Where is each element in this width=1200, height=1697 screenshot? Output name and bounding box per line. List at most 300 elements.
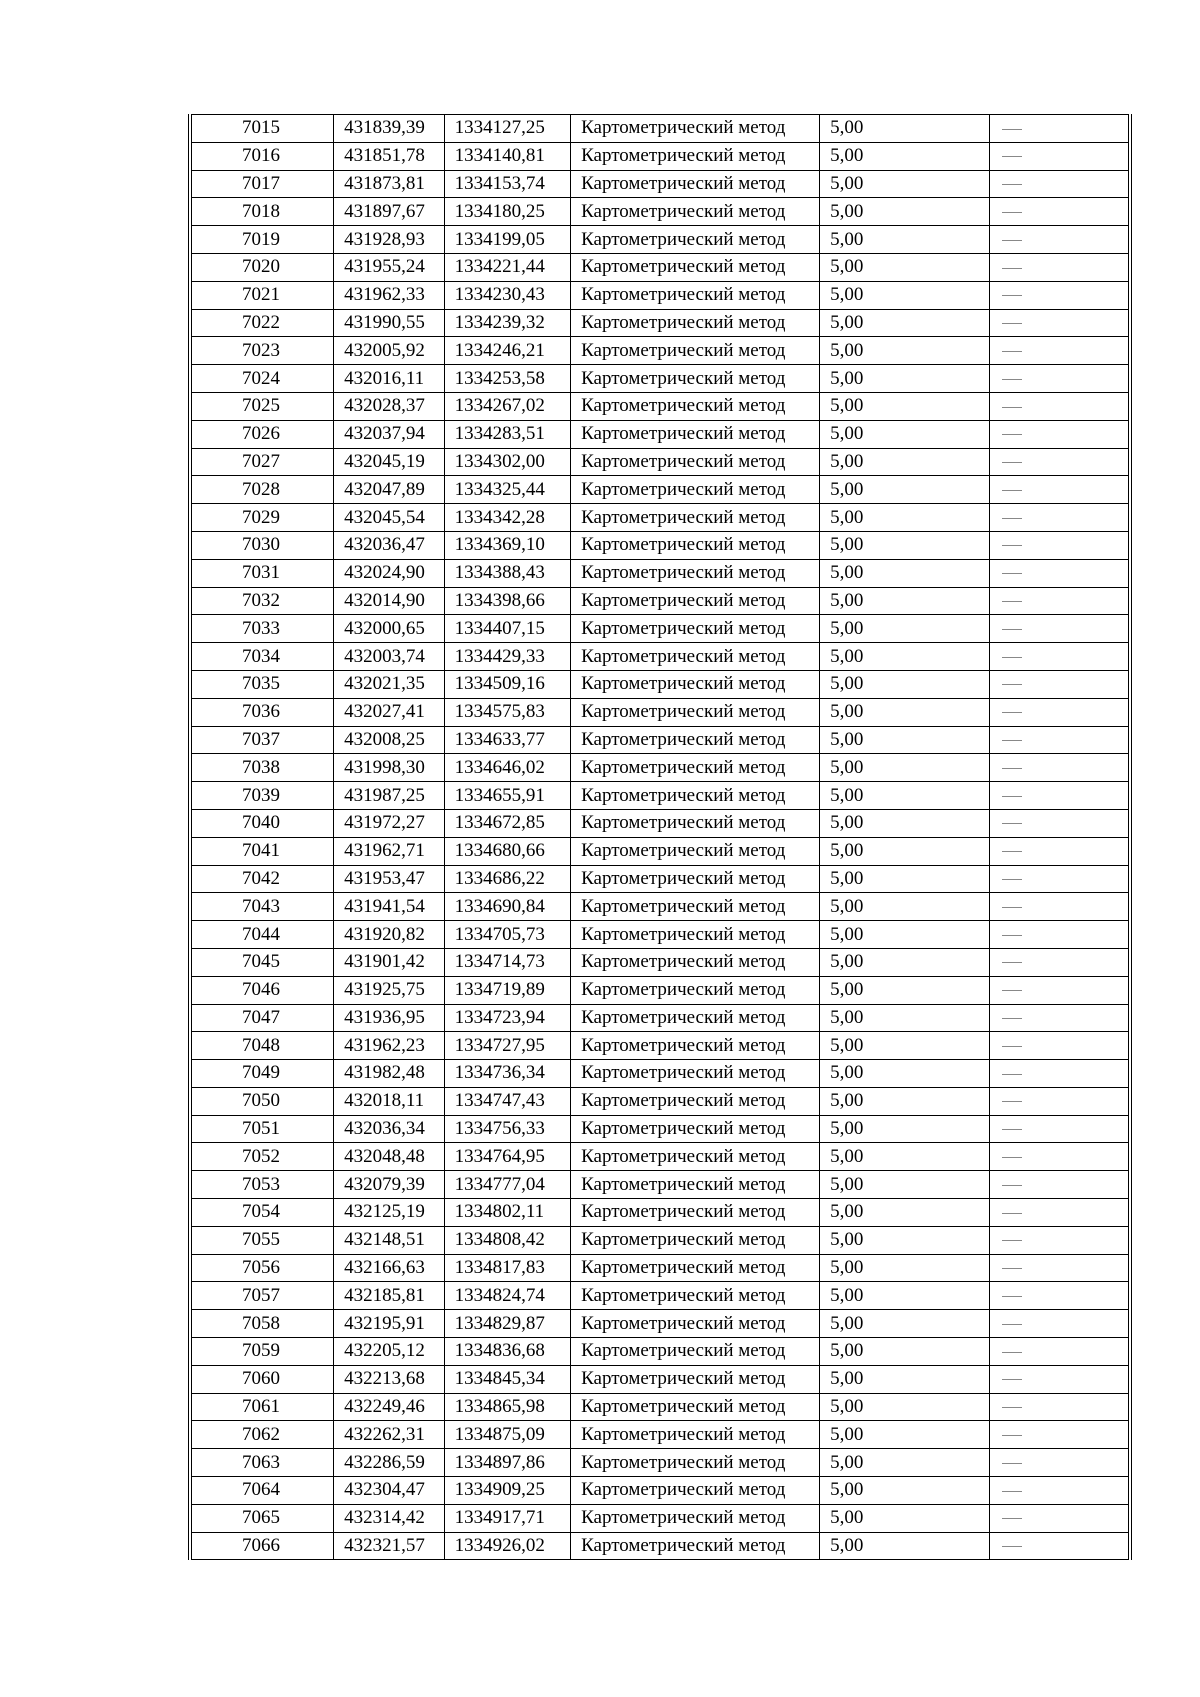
description-cell [989, 921, 1130, 949]
table-row [190, 670, 1130, 698]
table-row [190, 1171, 1130, 1199]
method-cell: Картометрический метод [571, 670, 820, 698]
description-cell [989, 893, 1130, 921]
dash-mark [1002, 1185, 1022, 1186]
table-row [190, 643, 1130, 671]
dash-mark [1002, 601, 1022, 602]
table-row [190, 531, 1130, 559]
point-number-cell: 7028 [190, 476, 334, 504]
method-cell: Картометрический метод [571, 281, 820, 309]
x-coordinate-cell: 432014,90 [334, 587, 444, 615]
y-coordinate-cell: 1334764,95 [444, 1143, 571, 1171]
description-cell [989, 1171, 1130, 1199]
y-coordinate-cell: 1334865,98 [444, 1393, 571, 1421]
y-coordinate-cell: 1334736,34 [444, 1060, 571, 1088]
accuracy-cell: 5,00 [820, 309, 990, 337]
dash-mark [1002, 796, 1022, 797]
point-number-cell: 7065 [190, 1504, 334, 1532]
dash-mark [1002, 1213, 1022, 1214]
method-cell: Картометрический метод [571, 420, 820, 448]
point-number-cell: 7030 [190, 531, 334, 559]
table-row [190, 1060, 1130, 1088]
point-number-cell: 7021 [190, 281, 334, 309]
method-cell: Картометрический метод [571, 392, 820, 420]
dash-mark [1002, 573, 1022, 574]
description-cell [989, 142, 1130, 170]
dash-mark [1002, 212, 1022, 213]
accuracy-cell: 5,00 [820, 1171, 990, 1199]
y-coordinate-cell: 1334845,34 [444, 1365, 571, 1393]
method-cell: Картометрический метод [571, 893, 820, 921]
method-cell: Картометрический метод [571, 1310, 820, 1338]
method-cell: Картометрический метод [571, 782, 820, 810]
method-cell: Картометрический метод [571, 1115, 820, 1143]
table-row [190, 1338, 1130, 1366]
description-cell [989, 726, 1130, 754]
method-cell: Картометрический метод [571, 1421, 820, 1449]
point-number-cell: 7029 [190, 504, 334, 532]
accuracy-cell: 5,00 [820, 420, 990, 448]
x-coordinate-cell: 431920,82 [334, 921, 444, 949]
description-cell [989, 837, 1130, 865]
method-cell: Картометрический метод [571, 1060, 820, 1088]
method-cell: Картометрический метод [571, 476, 820, 504]
method-cell: Картометрический метод [571, 226, 820, 254]
description-cell [989, 1199, 1130, 1227]
dash-mark [1002, 1046, 1022, 1047]
dash-mark [1002, 184, 1022, 185]
accuracy-cell: 5,00 [820, 1282, 990, 1310]
table-row [190, 337, 1130, 365]
y-coordinate-cell: 1334829,87 [444, 1310, 571, 1338]
description-cell [989, 198, 1130, 226]
point-number-cell: 7050 [190, 1087, 334, 1115]
accuracy-cell: 5,00 [820, 615, 990, 643]
table-row [190, 559, 1130, 587]
x-coordinate-cell: 432003,74 [334, 643, 444, 671]
accuracy-cell: 5,00 [820, 587, 990, 615]
dash-mark [1002, 879, 1022, 880]
point-number-cell: 7051 [190, 1115, 334, 1143]
accuracy-cell: 5,00 [820, 865, 990, 893]
accuracy-cell: 5,00 [820, 1143, 990, 1171]
method-cell: Картометрический метод [571, 1393, 820, 1421]
description-cell [989, 337, 1130, 365]
table-row [190, 782, 1130, 810]
x-coordinate-cell: 431873,81 [334, 170, 444, 198]
dash-mark [1002, 379, 1022, 380]
point-number-cell: 7015 [190, 115, 334, 143]
accuracy-cell: 5,00 [820, 1254, 990, 1282]
accuracy-cell: 5,00 [820, 142, 990, 170]
x-coordinate-cell: 432045,19 [334, 448, 444, 476]
description-cell [989, 1365, 1130, 1393]
point-number-cell: 7049 [190, 1060, 334, 1088]
method-cell: Картометрический метод [571, 754, 820, 782]
table-row [190, 809, 1130, 837]
method-cell: Картометрический метод [571, 865, 820, 893]
y-coordinate-cell: 1334680,66 [444, 837, 571, 865]
point-number-cell: 7063 [190, 1449, 334, 1477]
y-coordinate-cell: 1334199,05 [444, 226, 571, 254]
method-cell: Картометрический метод [571, 1282, 820, 1310]
x-coordinate-cell: 431936,95 [334, 1004, 444, 1032]
y-coordinate-cell: 1334283,51 [444, 420, 571, 448]
description-cell [989, 504, 1130, 532]
dash-mark [1002, 407, 1022, 408]
point-number-cell: 7017 [190, 170, 334, 198]
dash-mark [1002, 990, 1022, 991]
accuracy-cell: 5,00 [820, 198, 990, 226]
point-number-cell: 7046 [190, 976, 334, 1004]
x-coordinate-cell: 432213,68 [334, 1365, 444, 1393]
point-number-cell: 7027 [190, 448, 334, 476]
accuracy-cell: 5,00 [820, 1532, 990, 1560]
method-cell: Картометрический метод [571, 1087, 820, 1115]
table-row [190, 837, 1130, 865]
method-cell: Картометрический метод [571, 142, 820, 170]
method-cell: Картометрический метод [571, 253, 820, 281]
x-coordinate-cell: 432321,57 [334, 1532, 444, 1560]
dash-mark [1002, 545, 1022, 546]
description-cell [989, 448, 1130, 476]
dash-mark [1002, 962, 1022, 963]
dash-mark [1002, 1491, 1022, 1492]
dash-mark [1002, 1518, 1022, 1519]
table-row [190, 1226, 1130, 1254]
method-cell: Картометрический метод [571, 198, 820, 226]
point-number-cell: 7034 [190, 643, 334, 671]
description-cell [989, 1393, 1130, 1421]
table-row [190, 1477, 1130, 1505]
description-cell [989, 1477, 1130, 1505]
y-coordinate-cell: 1334302,00 [444, 448, 571, 476]
description-cell [989, 1310, 1130, 1338]
table-row [190, 1504, 1130, 1532]
y-coordinate-cell: 1334714,73 [444, 948, 571, 976]
x-coordinate-cell: 431987,25 [334, 782, 444, 810]
x-coordinate-cell: 432018,11 [334, 1087, 444, 1115]
dash-mark [1002, 935, 1022, 936]
y-coordinate-cell: 1334672,85 [444, 809, 571, 837]
table-row [190, 420, 1130, 448]
y-coordinate-cell: 1334926,02 [444, 1532, 571, 1560]
description-cell [989, 1338, 1130, 1366]
table-row [190, 309, 1130, 337]
x-coordinate-cell: 432024,90 [334, 559, 444, 587]
table-row [190, 921, 1130, 949]
accuracy-cell: 5,00 [820, 948, 990, 976]
accuracy-cell: 5,00 [820, 115, 990, 143]
description-cell [989, 420, 1130, 448]
point-number-cell: 7038 [190, 754, 334, 782]
point-number-cell: 7056 [190, 1254, 334, 1282]
point-number-cell: 7023 [190, 337, 334, 365]
table-row [190, 170, 1130, 198]
method-cell: Картометрический метод [571, 976, 820, 1004]
point-number-cell: 7060 [190, 1365, 334, 1393]
table-row [190, 504, 1130, 532]
point-number-cell: 7054 [190, 1199, 334, 1227]
table-row [190, 726, 1130, 754]
method-cell: Картометрический метод [571, 1365, 820, 1393]
point-number-cell: 7018 [190, 198, 334, 226]
description-cell [989, 1449, 1130, 1477]
point-number-cell: 7031 [190, 559, 334, 587]
accuracy-cell: 5,00 [820, 893, 990, 921]
y-coordinate-cell: 1334686,22 [444, 865, 571, 893]
method-cell: Картометрический метод [571, 809, 820, 837]
description-cell [989, 476, 1130, 504]
accuracy-cell: 5,00 [820, 559, 990, 587]
method-cell: Картометрический метод [571, 1032, 820, 1060]
method-cell: Картометрический метод [571, 531, 820, 559]
x-coordinate-cell: 432008,25 [334, 726, 444, 754]
point-number-cell: 7052 [190, 1143, 334, 1171]
point-number-cell: 7041 [190, 837, 334, 865]
dash-mark [1002, 1435, 1022, 1436]
point-number-cell: 7055 [190, 1226, 334, 1254]
description-cell [989, 1004, 1130, 1032]
dash-mark [1002, 156, 1022, 157]
x-coordinate-cell: 432166,63 [334, 1254, 444, 1282]
method-cell: Картометрический метод [571, 1226, 820, 1254]
point-number-cell: 7066 [190, 1532, 334, 1560]
point-number-cell: 7039 [190, 782, 334, 810]
table-row [190, 281, 1130, 309]
x-coordinate-cell: 432045,54 [334, 504, 444, 532]
accuracy-cell: 5,00 [820, 1421, 990, 1449]
x-coordinate-cell: 432195,91 [334, 1310, 444, 1338]
x-coordinate-cell: 431897,67 [334, 198, 444, 226]
method-cell: Картометрический метод [571, 948, 820, 976]
method-cell: Картометрический метод [571, 1338, 820, 1366]
description-cell [989, 1115, 1130, 1143]
table-row [190, 1310, 1130, 1338]
accuracy-cell: 5,00 [820, 1199, 990, 1227]
dash-mark [1002, 268, 1022, 269]
description-cell [989, 615, 1130, 643]
y-coordinate-cell: 1334817,83 [444, 1254, 571, 1282]
y-coordinate-cell: 1334690,84 [444, 893, 571, 921]
dash-mark [1002, 490, 1022, 491]
dash-mark [1002, 684, 1022, 685]
y-coordinate-cell: 1334909,25 [444, 1477, 571, 1505]
description-cell [989, 1282, 1130, 1310]
description-cell [989, 115, 1130, 143]
dash-mark [1002, 768, 1022, 769]
point-number-cell: 7044 [190, 921, 334, 949]
y-coordinate-cell: 1334253,58 [444, 365, 571, 393]
method-cell: Картометрический метод [571, 1143, 820, 1171]
point-number-cell: 7061 [190, 1393, 334, 1421]
table-row [190, 1365, 1130, 1393]
method-cell: Картометрический метод [571, 559, 820, 587]
method-cell: Картометрический метод [571, 837, 820, 865]
method-cell: Картометрический метод [571, 1477, 820, 1505]
method-cell: Картометрический метод [571, 115, 820, 143]
accuracy-cell: 5,00 [820, 1060, 990, 1088]
method-cell: Картометрический метод [571, 504, 820, 532]
dash-mark [1002, 323, 1022, 324]
dash-mark [1002, 1352, 1022, 1353]
x-coordinate-cell: 431990,55 [334, 309, 444, 337]
x-coordinate-cell: 431998,30 [334, 754, 444, 782]
accuracy-cell: 5,00 [820, 1338, 990, 1366]
x-coordinate-cell: 431839,39 [334, 115, 444, 143]
accuracy-cell: 5,00 [820, 170, 990, 198]
accuracy-cell: 5,00 [820, 643, 990, 671]
y-coordinate-cell: 1334633,77 [444, 726, 571, 754]
accuracy-cell: 5,00 [820, 1115, 990, 1143]
description-cell [989, 782, 1130, 810]
description-cell [989, 1060, 1130, 1088]
y-coordinate-cell: 1334407,15 [444, 615, 571, 643]
x-coordinate-cell: 432036,47 [334, 531, 444, 559]
accuracy-cell: 5,00 [820, 1087, 990, 1115]
y-coordinate-cell: 1334756,33 [444, 1115, 571, 1143]
method-cell: Картометрический метод [571, 365, 820, 393]
dash-mark [1002, 712, 1022, 713]
y-coordinate-cell: 1334705,73 [444, 921, 571, 949]
x-coordinate-cell: 432021,35 [334, 670, 444, 698]
point-number-cell: 7032 [190, 587, 334, 615]
description-cell [989, 1532, 1130, 1560]
description-cell [989, 559, 1130, 587]
y-coordinate-cell: 1334267,02 [444, 392, 571, 420]
table-row [190, 115, 1130, 143]
x-coordinate-cell: 431928,93 [334, 226, 444, 254]
x-coordinate-cell: 432016,11 [334, 365, 444, 393]
accuracy-cell: 5,00 [820, 1504, 990, 1532]
point-number-cell: 7035 [190, 670, 334, 698]
table-row [190, 865, 1130, 893]
table-row [190, 1087, 1130, 1115]
point-number-cell: 7019 [190, 226, 334, 254]
y-coordinate-cell: 1334777,04 [444, 1171, 571, 1199]
accuracy-cell: 5,00 [820, 726, 990, 754]
x-coordinate-cell: 431962,23 [334, 1032, 444, 1060]
table-row [190, 226, 1130, 254]
x-coordinate-cell: 432262,31 [334, 1421, 444, 1449]
method-cell: Картометрический метод [571, 698, 820, 726]
description-cell [989, 531, 1130, 559]
dash-mark [1002, 1240, 1022, 1241]
description-cell [989, 1421, 1130, 1449]
accuracy-cell: 5,00 [820, 337, 990, 365]
y-coordinate-cell: 1334646,02 [444, 754, 571, 782]
dash-mark [1002, 1074, 1022, 1075]
x-coordinate-cell: 432047,89 [334, 476, 444, 504]
x-coordinate-cell: 431851,78 [334, 142, 444, 170]
x-coordinate-cell: 432000,65 [334, 615, 444, 643]
dash-mark [1002, 1324, 1022, 1325]
x-coordinate-cell: 431925,75 [334, 976, 444, 1004]
x-coordinate-cell: 431972,27 [334, 809, 444, 837]
method-cell: Картометрический метод [571, 643, 820, 671]
method-cell: Картометрический метод [571, 587, 820, 615]
dash-mark [1002, 740, 1022, 741]
accuracy-cell: 5,00 [820, 476, 990, 504]
point-number-cell: 7020 [190, 253, 334, 281]
method-cell: Картометрический метод [571, 1254, 820, 1282]
description-cell [989, 754, 1130, 782]
description-cell [989, 643, 1130, 671]
accuracy-cell: 5,00 [820, 921, 990, 949]
method-cell: Картометрический метод [571, 309, 820, 337]
method-cell: Картометрический метод [571, 1504, 820, 1532]
description-cell [989, 365, 1130, 393]
accuracy-cell: 5,00 [820, 226, 990, 254]
description-cell [989, 253, 1130, 281]
table-row [190, 976, 1130, 1004]
accuracy-cell: 5,00 [820, 448, 990, 476]
point-number-cell: 7022 [190, 309, 334, 337]
table-row [190, 1199, 1130, 1227]
accuracy-cell: 5,00 [820, 365, 990, 393]
point-number-cell: 7033 [190, 615, 334, 643]
y-coordinate-cell: 1334575,83 [444, 698, 571, 726]
y-coordinate-cell: 1334808,42 [444, 1226, 571, 1254]
method-cell: Картометрический метод [571, 170, 820, 198]
accuracy-cell: 5,00 [820, 281, 990, 309]
y-coordinate-cell: 1334398,66 [444, 587, 571, 615]
table-row [190, 1032, 1130, 1060]
table-row [190, 1254, 1130, 1282]
x-coordinate-cell: 432027,41 [334, 698, 444, 726]
accuracy-cell: 5,00 [820, 1226, 990, 1254]
accuracy-cell: 5,00 [820, 754, 990, 782]
table-row [190, 615, 1130, 643]
description-cell [989, 1504, 1130, 1532]
y-coordinate-cell: 1334342,28 [444, 504, 571, 532]
description-cell [989, 281, 1130, 309]
x-coordinate-cell: 432005,92 [334, 337, 444, 365]
method-cell: Картометрический метод [571, 1171, 820, 1199]
point-number-cell: 7059 [190, 1338, 334, 1366]
dash-mark [1002, 907, 1022, 908]
point-number-cell: 7053 [190, 1171, 334, 1199]
y-coordinate-cell: 1334727,95 [444, 1032, 571, 1060]
table-row [190, 1421, 1130, 1449]
dash-mark [1002, 1546, 1022, 1547]
x-coordinate-cell: 432028,37 [334, 392, 444, 420]
method-cell: Картометрический метод [571, 726, 820, 754]
description-cell [989, 226, 1130, 254]
x-coordinate-cell: 432048,48 [334, 1143, 444, 1171]
x-coordinate-cell: 431941,54 [334, 893, 444, 921]
description-cell [989, 1226, 1130, 1254]
accuracy-cell: 5,00 [820, 1477, 990, 1505]
y-coordinate-cell: 1334369,10 [444, 531, 571, 559]
y-coordinate-cell: 1334509,16 [444, 670, 571, 698]
description-cell [989, 1143, 1130, 1171]
x-coordinate-cell: 432314,42 [334, 1504, 444, 1532]
dash-mark [1002, 1463, 1022, 1464]
y-coordinate-cell: 1334246,21 [444, 337, 571, 365]
dash-mark [1002, 1268, 1022, 1269]
dash-mark [1002, 657, 1022, 658]
point-number-cell: 7042 [190, 865, 334, 893]
accuracy-cell: 5,00 [820, 976, 990, 1004]
table-row [190, 754, 1130, 782]
method-cell: Картометрический метод [571, 337, 820, 365]
table-row [190, 476, 1130, 504]
description-cell [989, 170, 1130, 198]
accuracy-cell: 5,00 [820, 1032, 990, 1060]
accuracy-cell: 5,00 [820, 837, 990, 865]
table-row [190, 893, 1130, 921]
